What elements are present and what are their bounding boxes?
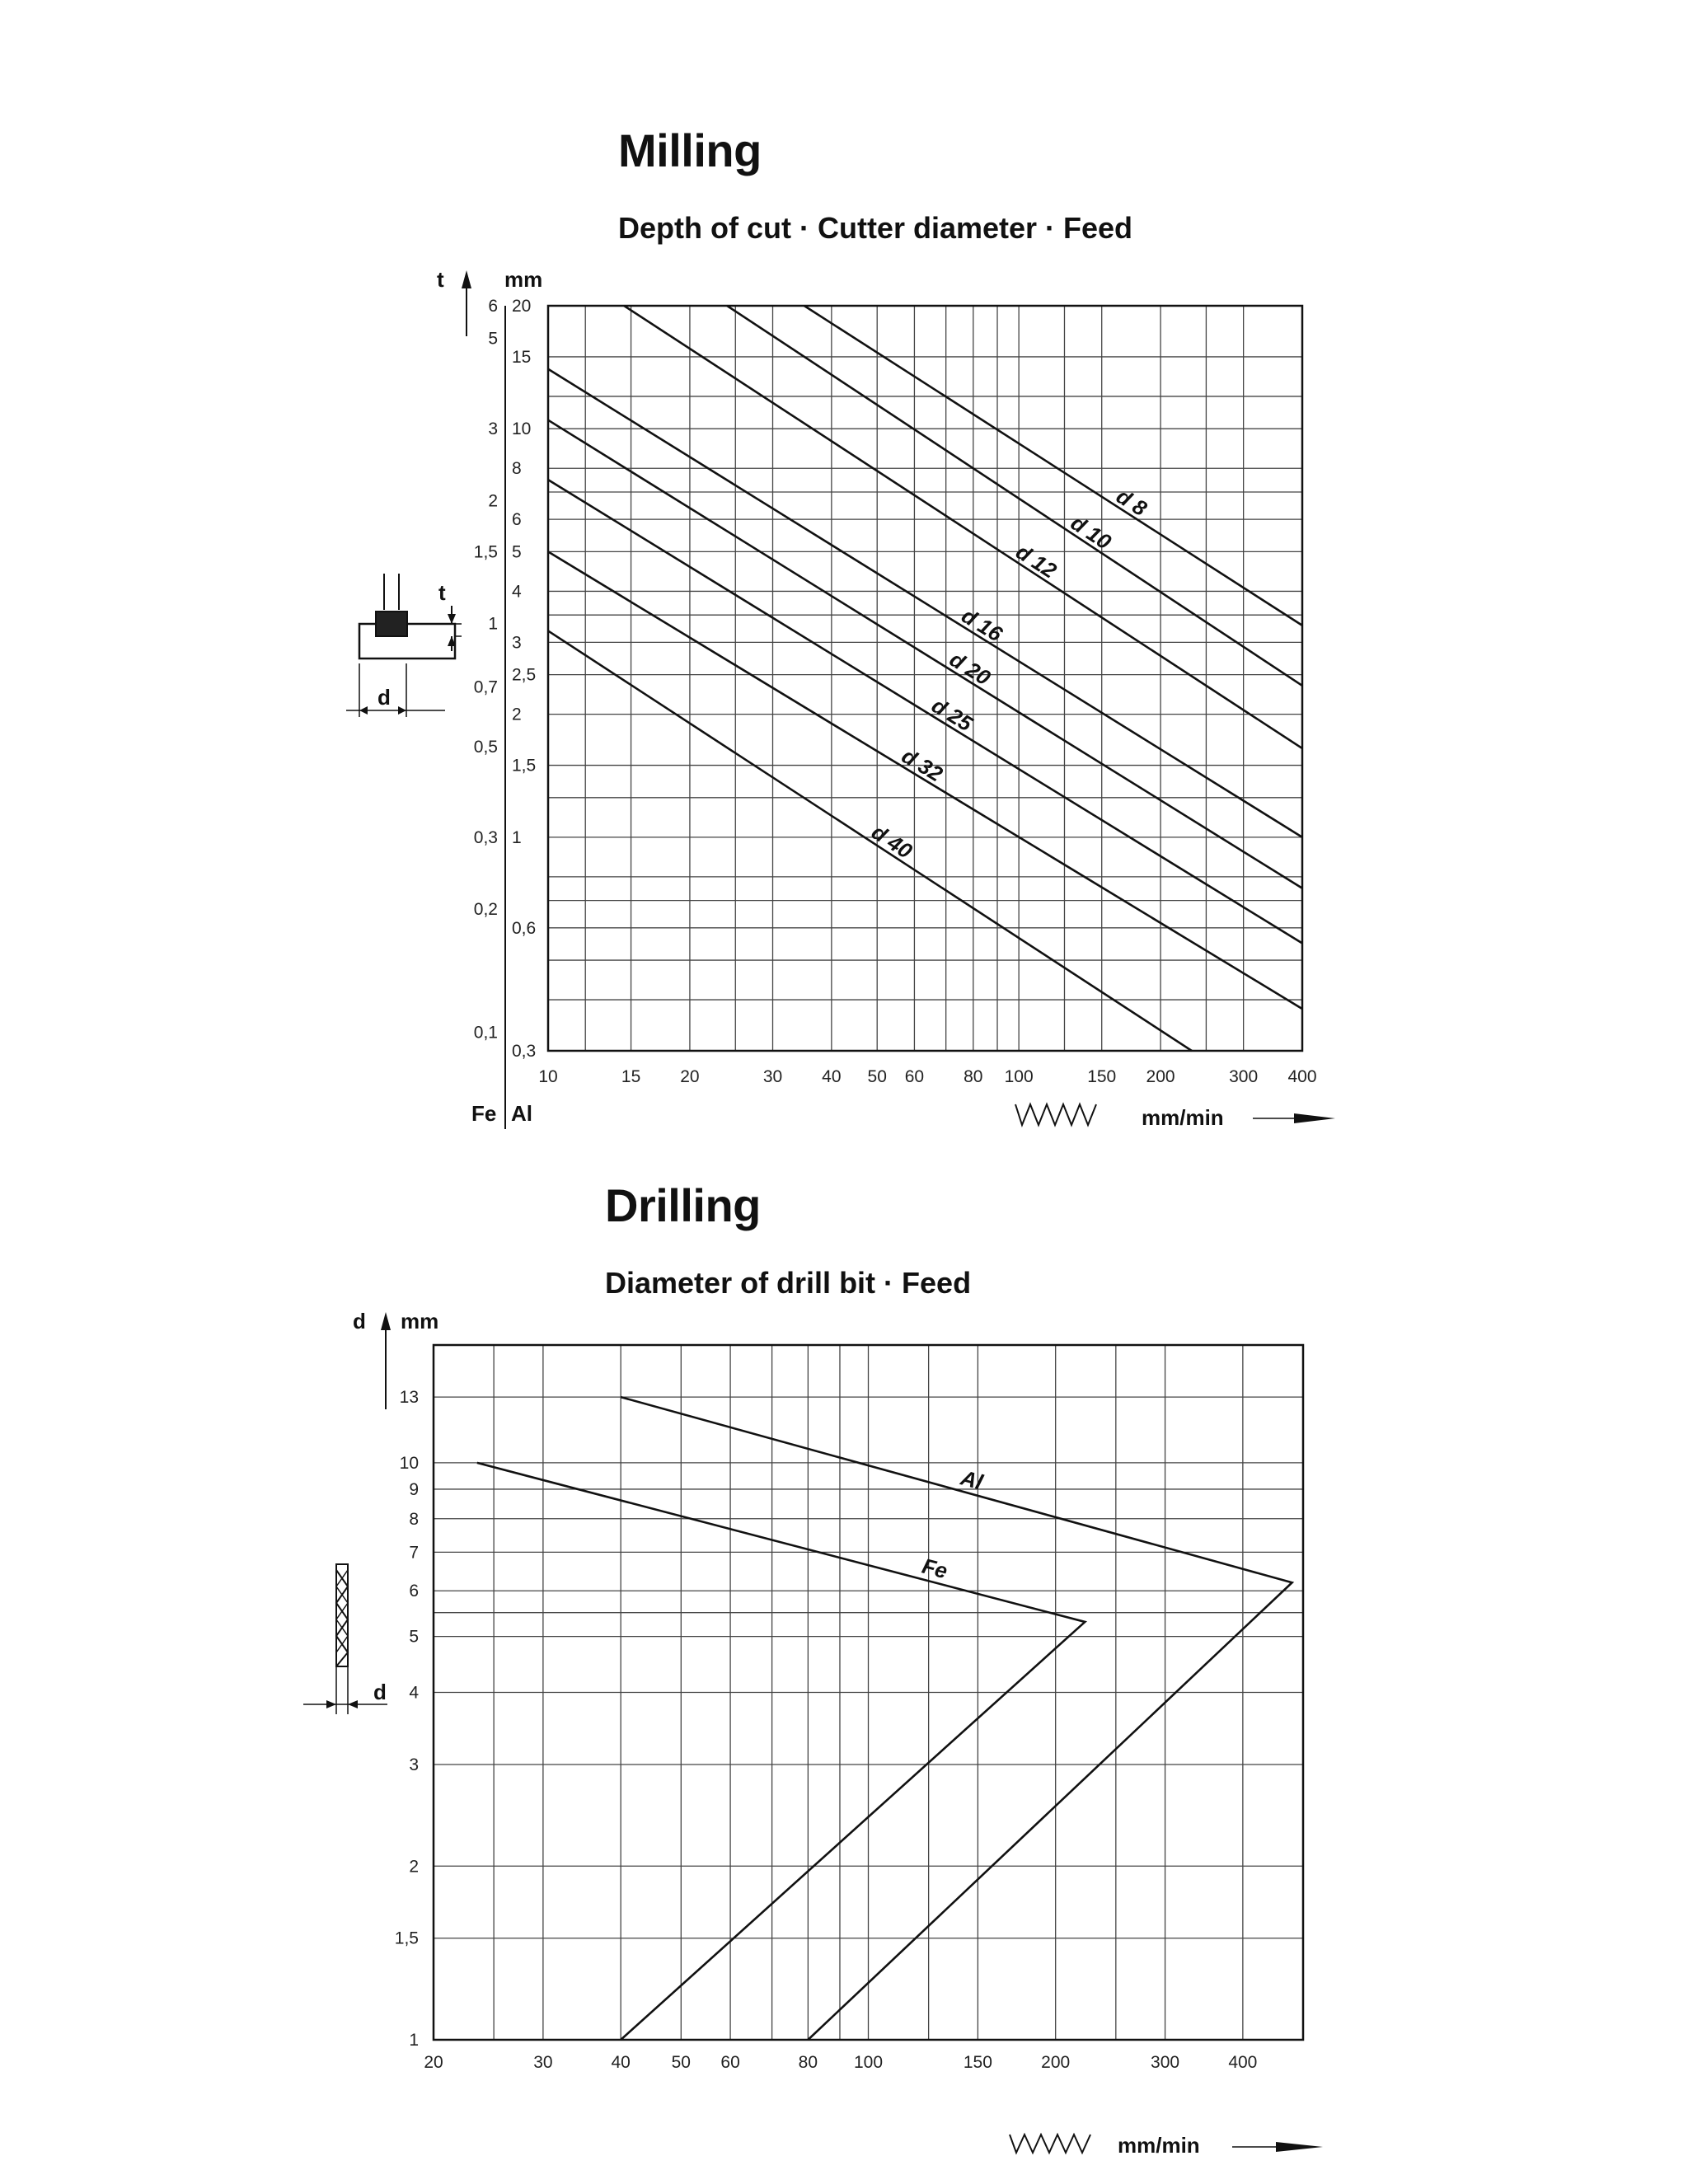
milling-al-tick-3: 8	[512, 459, 522, 479]
drilling-x-tick-labels	[424, 2053, 1257, 2072]
milling-series-label-d25: d 25	[927, 692, 978, 737]
milling-fe-tick-10: 0,1	[473, 1023, 498, 1043]
drilling-x-tick-9: 300	[1151, 2053, 1180, 2072]
milling-al-tick-13: 0,3	[512, 1042, 537, 1061]
drilling-y-tick-11: 1	[409, 2031, 419, 2050]
drilling-series-line-Al	[621, 1397, 1292, 2040]
milling-al-tick-1: 15	[512, 347, 532, 367]
milling-series	[548, 306, 1302, 1051]
milling-x-tick-8: 100	[1004, 1067, 1034, 1086]
drilling-x-tick-3: 50	[671, 2053, 691, 2072]
milling-axis-unit: mm	[504, 267, 543, 292]
milling-series-line-d20	[548, 420, 1302, 888]
milling-x-tick-7: 80	[964, 1067, 983, 1086]
milling-al-tick-10: 1,5	[512, 756, 537, 776]
drilling-y-tick-6: 5	[409, 1627, 419, 1647]
milling-series-label-d32: d 32	[897, 743, 947, 787]
milling-fe-tick-9: 0,2	[473, 900, 498, 920]
drilling-x-tick-7: 150	[963, 2053, 992, 2072]
milling-al-tick-5: 5	[512, 542, 522, 562]
milling-series-label-d10: d 10	[1066, 510, 1116, 555]
milling-series-label-d40: d 40	[867, 819, 917, 864]
milling-fe-tick-0: 6	[488, 297, 498, 316]
cutter-diagram-d-label: d	[377, 685, 391, 710]
milling-series-label-d20: d 20	[945, 646, 996, 691]
milling-series-label-d16: d 16	[957, 602, 1007, 647]
drilling-x-tick-2: 40	[611, 2053, 631, 2072]
drilling-axis-unit: mm	[401, 1309, 439, 1333]
milling-al-tick-2: 10	[512, 419, 532, 439]
milling-t-axis-symbol: t	[437, 267, 444, 292]
milling-feed-arrow-icon	[1253, 1113, 1335, 1123]
fe-column-label: Fe	[471, 1101, 497, 1126]
milling-x-tick-10: 200	[1146, 1067, 1175, 1086]
milling-al-tick-8: 2,5	[512, 665, 537, 685]
milling-series-line-d25	[548, 480, 1302, 943]
drilling-y-tick-2: 9	[409, 1479, 419, 1499]
milling-x-tick-11: 300	[1229, 1067, 1259, 1086]
milling-x-tick-9: 150	[1087, 1067, 1117, 1086]
drilling-series-line-Fe	[477, 1463, 1085, 2040]
milling-x-tick-5: 50	[867, 1067, 887, 1086]
milling-fe-tick-7: 0,5	[473, 737, 498, 757]
drilling-y-tick-0: 13	[399, 1388, 419, 1408]
milling-fe-tick-3: 2	[488, 491, 498, 511]
milling-series-label-d12: d 12	[1011, 538, 1062, 583]
milling-x-tick-0: 10	[538, 1067, 558, 1086]
milling-al-tick-0: 20	[512, 297, 532, 316]
milling-al-tick-7: 3	[512, 633, 522, 653]
milling-fe-tick-8: 0,3	[473, 827, 498, 847]
drilling-d-axis-symbol: d	[353, 1309, 366, 1333]
drilling-y-tick-4: 7	[409, 1543, 419, 1563]
milling-title: Milling	[618, 124, 762, 176]
drilling-y-tick-8: 3	[409, 1755, 419, 1774]
milling-subtitle: Depth of cut · Cutter diameter · Feed	[618, 211, 1133, 245]
drilling-x-tick-1: 30	[533, 2053, 553, 2072]
milling-x-tick-12: 400	[1287, 1067, 1317, 1086]
drilling-chart	[303, 1309, 1323, 2158]
drilling-x-tick-0: 20	[424, 2053, 443, 2072]
drilling-subtitle: Diameter of drill bit · Feed	[605, 1266, 972, 1300]
milling-x-tick-labels	[538, 1067, 1316, 1086]
milling-fe-tick-6: 0,7	[473, 677, 498, 697]
drilling-x-tick-5: 80	[798, 2053, 818, 2072]
drilling-y-tick-9: 2	[409, 1857, 419, 1877]
milling-al-tick-12: 0,6	[512, 918, 537, 938]
drilling-y-tick-1: 10	[399, 1453, 419, 1473]
feed-symbol-icon-2	[1010, 2135, 1090, 2153]
milling-x-tick-3: 30	[762, 1067, 783, 1086]
drilling-y-tick-labels	[395, 1388, 420, 2050]
milling-fe-tick-4: 1,5	[473, 542, 498, 562]
milling-x-tick-1: 15	[621, 1067, 641, 1086]
drilling-x-tick-8: 200	[1041, 2053, 1071, 2072]
milling-series-label-d8: d 8	[1112, 483, 1151, 522]
milling-feed-unit: mm/min	[1142, 1105, 1224, 1130]
drilling-y-tick-5: 6	[409, 1582, 419, 1601]
milling-axis-arrow-icon	[462, 270, 471, 288]
milling-al-tick-4: 6	[512, 510, 522, 530]
milling-al-tick-11: 1	[512, 827, 522, 847]
feed-symbol-icon	[1015, 1104, 1096, 1125]
drilling-title: Drilling	[605, 1179, 761, 1231]
drilling-x-tick-4: 60	[720, 2053, 740, 2072]
milling-x-tick-6: 60	[904, 1067, 925, 1086]
drilling-x-tick-6: 100	[853, 2053, 884, 2072]
drilling-feed-arrow-icon	[1232, 2142, 1323, 2152]
milling-series-line-d12	[624, 306, 1302, 748]
milling-al-tick-6: 4	[512, 582, 522, 602]
milling-fe-tick-2: 3	[488, 419, 498, 439]
milling-x-tick-2: 20	[680, 1067, 700, 1086]
milling-series-line-d8	[804, 306, 1302, 626]
drilling-series-label-Fe: Fe	[919, 1553, 950, 1584]
drilling-grid	[434, 1345, 1303, 2040]
milling-x-tick-4: 40	[822, 1067, 842, 1086]
drilling-series-label-Al: Al	[958, 1465, 986, 1495]
milling-fe-tick-5: 1	[488, 614, 498, 634]
milling-series-line-d10	[727, 306, 1302, 686]
drilling-axis-arrow-icon	[381, 1312, 391, 1330]
al-column-label: Al	[511, 1101, 532, 1126]
drilling-y-tick-10: 1,5	[394, 1929, 419, 1948]
drilling-feed-unit: mm/min	[1118, 2133, 1200, 2158]
milling-al-tick-9: 2	[512, 705, 522, 724]
milling-fe-tick-1: 5	[488, 329, 498, 349]
drilling-series	[477, 1397, 1292, 2040]
drilling-x-tick-10: 400	[1228, 2053, 1258, 2072]
drilling-y-tick-3: 8	[409, 1509, 419, 1529]
drill-diagram-d-label: d	[373, 1680, 387, 1704]
drilling-y-tick-7: 4	[409, 1683, 419, 1703]
milling-chart	[346, 267, 1335, 1130]
cutter-diagram-t-label: t	[438, 580, 446, 605]
